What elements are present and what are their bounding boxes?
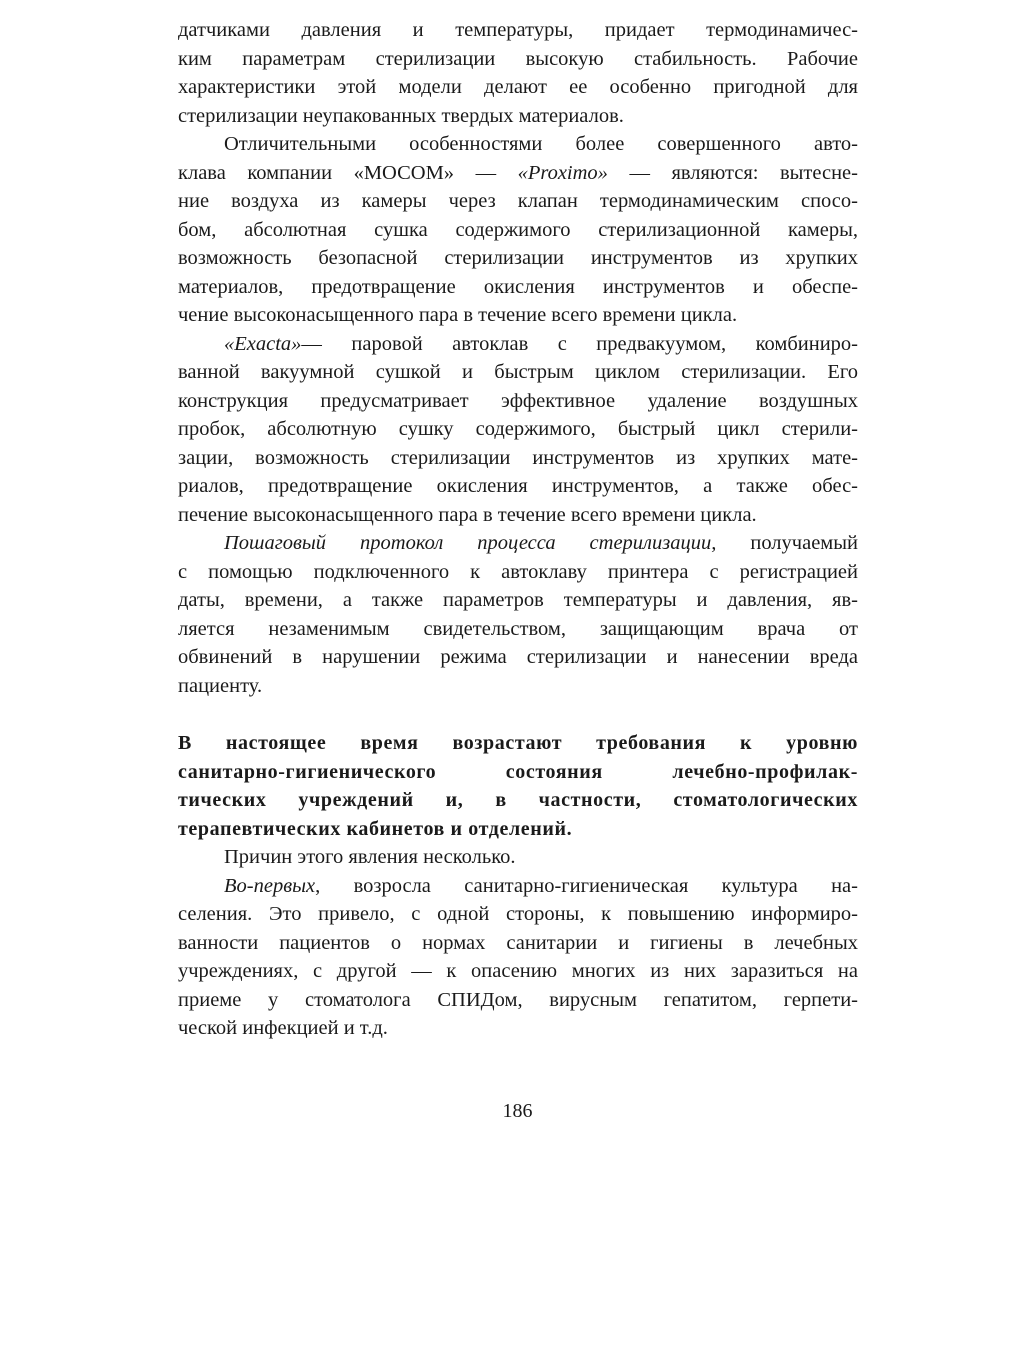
text-line — [178, 872, 858, 901]
heading-line: санитарно-гигиенического состояния лечебно-профилак- — [178, 760, 858, 783]
text-run: , возросла санитарно-гигиеническая культура на- — [315, 874, 858, 897]
text-line: с помощью подключенного к автоклаву принтера с регистрацией — [178, 560, 858, 583]
text-line: риалов, предотвращение окисления инструментов, а также обес- — [178, 475, 858, 497]
text-line — [178, 330, 858, 359]
paragraph-1 — [178, 16, 858, 130]
text-line — [178, 159, 858, 188]
text-line: конструкция предусматривает эффективное удаление воздушных — [178, 389, 858, 412]
italic-phrase: Во-первых — [224, 874, 316, 897]
text-run: клава компании «МОСОМ» — — [178, 161, 518, 184]
text-line: обвинений в нарушении режима стерилизации и нанесении вреда — [178, 646, 858, 668]
paragraph-protocol — [178, 529, 858, 700]
product-name-proximo: «Proximo» — [517, 161, 608, 184]
text-line: ние воздуха из камеры через клапан термодинамическим спосо- — [178, 190, 858, 212]
text-line: пробок, абсолютную сушку содержимого, быстрый цикл стерили- — [178, 418, 858, 440]
heading-line: терапевтических кабинетов и отделений. — [178, 817, 573, 840]
text-line: печение высоконасыщенного пара в течение всего времени цикла. — [178, 503, 757, 526]
text-line: ким параметрам стерилизации высокую стабильность. Рабочие — [178, 47, 858, 70]
text-line: Отличительными особенностями более совершенного авто- — [224, 133, 858, 155]
paragraph-first-reason — [178, 872, 858, 1043]
text-line: материалов, предотвращение окисления инструментов и обеспе- — [178, 275, 858, 298]
heading-line: тических учреждений и, в частности, стоматологических — [178, 789, 858, 811]
text-run: — паровой автоклав с предвакуумом, комбиниро- — [301, 332, 858, 355]
paragraph-exacta — [178, 330, 858, 530]
section-heading — [178, 729, 858, 843]
page-body — [178, 16, 858, 1043]
paragraph-proximo — [178, 130, 858, 330]
text-line: ляется незаменимым свидетельством, защищающим врача от — [178, 617, 858, 640]
text-line: учреждениях, с другой — к опасению многих из них заразиться на — [178, 960, 858, 982]
text-line: Причин этого явления несколько. — [224, 846, 516, 868]
text-run: получаемый — [716, 532, 859, 554]
text-line: датчиками давления и температуры, придает термодинамичес- — [178, 19, 858, 41]
paragraph-reasons — [178, 843, 858, 872]
section-gap — [178, 700, 858, 729]
text-run: — являются: вытесне- — [607, 161, 858, 184]
text-line: ванной вакуумной сушкой и быстрым циклом стерилизации. Его — [178, 361, 858, 383]
italic-phrase: Пошаговый протокол процесса стерилизации, — [224, 532, 717, 554]
text-line: пациенту. — [178, 674, 263, 697]
heading-line: В настоящее время возрастают требования к уровню — [178, 732, 858, 754]
text-line: приеме у стоматолога СПИДом, вирусным гепатитом, герпети- — [178, 988, 858, 1011]
text-line: зации, возможность стерилизации инструментов из хрупких мате- — [178, 446, 858, 469]
text-line: бом, абсолютная сушка содержимого стерилизационной камеры, — [178, 218, 858, 241]
text-line: характеристики этой модели делают ее особенно пригодной для — [178, 76, 858, 98]
text-line — [178, 529, 858, 558]
text-line: даты, времени, а также параметров температуры и давления, яв- — [178, 589, 858, 611]
text-line: чение высоконасыщенного пара в течение всего времени цикла. — [178, 304, 738, 326]
text-line: стерилизации неупакованных твердых материалов. — [178, 104, 624, 127]
text-line: селения. Это привело, с одной стороны, к повышению информиро- — [178, 903, 858, 925]
text-line: ческой инфекцией и т.д. — [178, 1017, 388, 1039]
text-line: возможность безопасной стерилизации инструментов из хрупких — [178, 247, 858, 269]
text-line: ванности пациентов о нормах санитарии и гигиены в лечебных — [178, 931, 858, 954]
page-number: 186 — [502, 1100, 533, 1122]
product-name-exacta: «Exacta» — [224, 332, 302, 355]
